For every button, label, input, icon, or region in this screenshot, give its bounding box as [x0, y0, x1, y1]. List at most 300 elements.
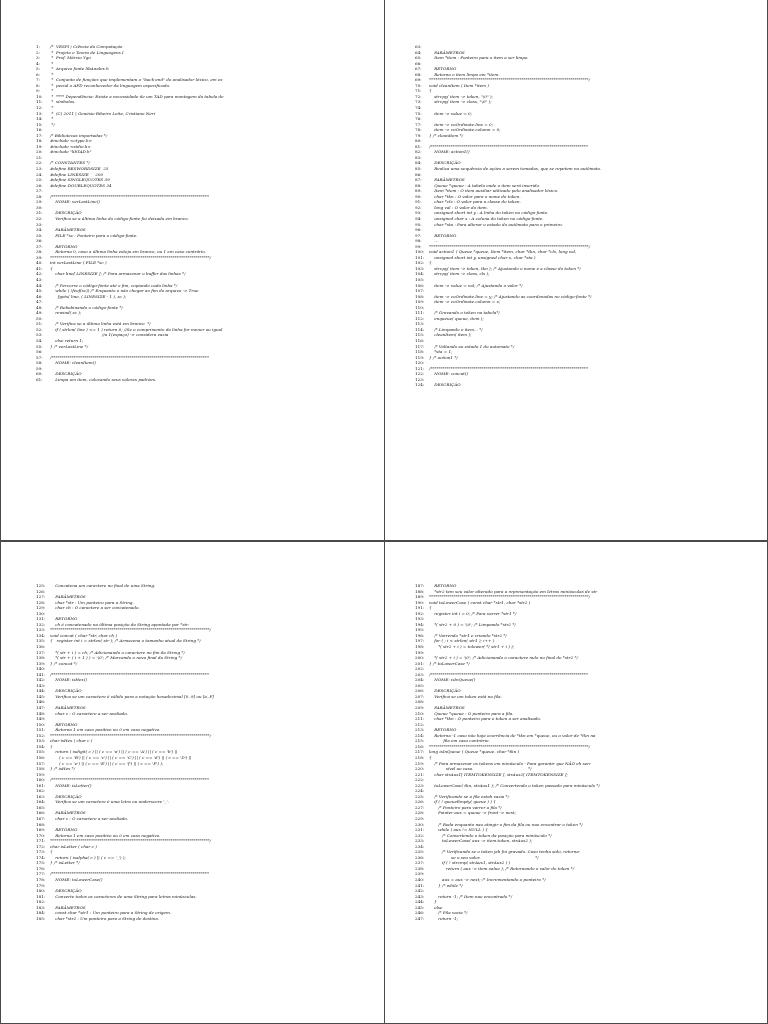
- line-text: item -> value = 0;: [429, 110, 473, 116]
- line-number: 65:: [415, 55, 422, 61]
- line-number: 189:: [415, 594, 425, 600]
- line-text: while ( aux != NULL ) {: [429, 827, 488, 833]
- line-text: enqueue( queue, item );: [429, 315, 484, 321]
- line-number: 9:: [36, 88, 40, 94]
- line-text: /* Voltando ao estado 1 do automato */: [429, 343, 515, 349]
- line-text: Retorna -1 caso não haja ocorrência de *tkn em *queue, ou o valor de *tkn na: [429, 732, 596, 738]
- line-text: ...: [429, 238, 439, 244]
- line-text: return -1;: [429, 915, 459, 921]
- line-text: register int i = 0; /* Para varrer *str1 */: [429, 610, 517, 616]
- line-number: 84:: [415, 160, 422, 166]
- line-number: 121:: [415, 365, 425, 371]
- line-text: ******************************************************************************/: [50, 254, 212, 260]
- line-number: 96:: [415, 227, 422, 233]
- line-number: 178:: [36, 876, 46, 882]
- page-4: [385, 541, 768, 1024]
- line-number: 161:: [36, 782, 46, 788]
- line-text: char c : O caractere a ser avaliado.: [50, 815, 129, 821]
- line-text: } /* cleanItem */: [429, 132, 464, 138]
- line-number: 25:: [36, 177, 43, 183]
- line-number: 63:: [415, 44, 422, 49]
- line-number: 211:: [415, 716, 425, 722]
- line-number: 207:: [415, 693, 425, 699]
- line-text: char line[ LINESIZE ]; /* Para armazenar o buffer das linhas */: [50, 271, 186, 277]
- line-text: /*****************************************************************************: [50, 193, 209, 199]
- line-number: 132:: [36, 621, 46, 627]
- line-text: void concat ( char *str, char ch ): [50, 632, 117, 638]
- line-text: *( str2 + 0 ) = '\0'; /* Limpando *str2 */: [429, 621, 516, 627]
- line-text: char *cls : O valor para a classe do token.: [429, 199, 521, 205]
- line-number: 151:: [36, 727, 46, 733]
- line-number: 224:: [415, 788, 425, 794]
- line-number: 39:: [36, 254, 43, 260]
- line-number: 115:: [415, 332, 425, 338]
- line-number: 41:: [36, 265, 43, 271]
- line-text: Retorna o item limpo em *item.: [429, 71, 500, 77]
- line-text: *: [50, 60, 54, 66]
- line-text: fila em caso contrário.: [429, 738, 490, 744]
- line-number: 167:: [36, 815, 46, 821]
- line-text: /* Percorre o código-fonte até o fim, copiando cada linha */: [50, 282, 178, 288]
- code-line: [415, 382, 761, 388]
- line-text: unsigned short int y, unsigned char x, char *sta ): [429, 254, 536, 260]
- line-number: 222:: [415, 777, 425, 783]
- line-number: 60:: [36, 371, 43, 377]
- line-number: 219:: [415, 760, 425, 766]
- line-number: 122:: [415, 371, 425, 377]
- line-text: * símbolos.: [50, 99, 76, 105]
- line-text: /* Fila vazia */: [429, 910, 468, 916]
- line-text: DESCRIÇÃO: [429, 382, 461, 388]
- line-number: 162:: [36, 788, 46, 794]
- line-text: *: [50, 105, 54, 111]
- line-number: 174:: [36, 854, 46, 860]
- line-text: RETORNO: [50, 243, 78, 249]
- line-text: #define SINGLEQUOTES 39: [50, 177, 110, 183]
- line-number: 27:: [36, 188, 43, 194]
- line-text: ( c == 'B') || ( c == 'c') || ( c == 'C') || ( c == 'd') || ( c == 'D') ||: [50, 754, 192, 760]
- line-text: toLowerCase( tkn, strAux1 ); /* Convertendo o token passado para minúsculo */: [429, 782, 600, 788]
- line-number: 98:: [415, 238, 422, 244]
- line-text: {: [50, 743, 53, 749]
- line-text: PARÂMETROS: [50, 904, 86, 910]
- line-text: char *tkn : O ponteiro para o token a ser analisado.: [429, 716, 542, 722]
- line-text: { register int i = strlen( str ); /* Armazena o tamanho atual da String */: [50, 638, 201, 644]
- line-number: 135:: [36, 638, 46, 644]
- line-number: 95:: [415, 221, 422, 227]
- line-number: 158:: [36, 766, 46, 772]
- line-number: 119:: [415, 354, 425, 360]
- line-number: 232:: [415, 832, 425, 838]
- line-text: strcpy( item -> class, cls );: [429, 271, 490, 277]
- line-number: 127:: [36, 594, 46, 600]
- line-text: DESCRIÇÃO: [50, 793, 82, 799]
- line-number: 123:: [415, 376, 425, 382]
- line-number: 199:: [415, 649, 425, 655]
- line-number: 86:: [415, 171, 422, 177]
- line-number: 112:: [415, 315, 425, 321]
- line-number: 184:: [36, 910, 46, 916]
- line-number: 205:: [415, 682, 425, 688]
- line-text: *( str2 + i ) = tolower( *( str1 + i ) );: [429, 644, 515, 650]
- line-number: 36:: [36, 238, 43, 244]
- line-number: 10:: [36, 93, 43, 99]
- line-text: DESCRIÇÃO: [50, 371, 82, 377]
- line-number: 54:: [36, 337, 43, 343]
- line-text: #include <stdio.h>: [50, 143, 91, 149]
- line-number: 23:: [36, 166, 43, 172]
- line-text: NOME: cleanItem(): [50, 360, 96, 366]
- line-text: DESCRIÇÃO: [50, 888, 82, 894]
- line-text: {: [429, 88, 432, 94]
- line-number: 42:: [36, 271, 43, 277]
- line-text: RETORNO: [50, 616, 78, 622]
- line-number: 155:: [36, 749, 46, 755]
- line-number: 137:: [36, 649, 46, 655]
- line-number: 143:: [36, 682, 46, 688]
- line-number: 179:: [36, 882, 46, 888]
- line-number: 231:: [415, 827, 425, 833]
- line-text: #include <ctype.h>: [50, 138, 93, 144]
- line-number: 105:: [415, 276, 425, 282]
- line-text: /* CONSTANTES */: [50, 160, 90, 166]
- line-number: 21:: [36, 154, 43, 160]
- line-number: 109:: [415, 299, 425, 305]
- line-number: 83:: [415, 154, 422, 160]
- line-text: *: [50, 88, 54, 94]
- line-text: Item *item : O item auxiliar utilizado pelo analisador léxico.: [429, 188, 559, 194]
- line-text: DESCRIÇÃO: [50, 210, 82, 216]
- line-number: 243:: [415, 893, 425, 899]
- line-text: *( str2 + i ) = '\0'; /* Adicionando o caractere nulo no final de *str2 */: [429, 655, 578, 661]
- line-text: PARÂMETROS: [429, 177, 465, 183]
- line-number: 92:: [415, 204, 422, 210]
- line-number: 113:: [415, 321, 425, 327]
- line-number: 38:: [36, 249, 43, 255]
- line-number: 12:: [36, 105, 43, 111]
- line-text: {: [429, 260, 432, 266]
- line-text: PARÂMETROS: [429, 49, 465, 55]
- line-text: Verifica se um caractere é uma letra ou underscore '_'.: [50, 799, 169, 805]
- line-number: 50:: [36, 315, 43, 321]
- line-number: 89:: [415, 188, 422, 194]
- line-number: 33:: [36, 221, 43, 227]
- line-number: 7:: [36, 77, 40, 83]
- line-text: /*****************************************************************************: [429, 143, 588, 149]
- line-text: PARÂMETROS: [50, 810, 86, 816]
- line-number: 190:: [415, 599, 425, 605]
- line-number: 194:: [415, 621, 425, 627]
- line-text: return ( isdigit( c ) || ( c == 'a') || ( c == 'A') || ( c == 'b') ||: [50, 749, 178, 755]
- line-number: 159:: [36, 771, 46, 777]
- line-number: 236:: [415, 854, 425, 860]
- line-number: 201:: [415, 660, 425, 666]
- line-text: char isLetter ( char c ): [50, 843, 97, 849]
- line-number: 238:: [415, 865, 425, 871]
- line-number: 185:: [36, 915, 46, 921]
- line-text: /*****************************************************************************: [50, 871, 209, 877]
- line-number: 91:: [415, 199, 422, 205]
- line-text: aux = aux -> next; /* Incrementando o ponteiro */: [429, 876, 546, 882]
- line-text: /* Convertendo o token da posição para minúsculo */: [429, 832, 552, 838]
- line-number: 156:: [36, 754, 46, 760]
- line-text: NOME: verLastLine(): [50, 199, 100, 205]
- line-text: Retorna 1 em caso positivo ou 0 em caso negativo.: [50, 832, 161, 838]
- line-number: 47:: [36, 299, 43, 305]
- line-number: 175:: [36, 860, 46, 866]
- line-text: //a 1(espaço) -> considera vazia: [50, 332, 169, 338]
- line-number: 37:: [36, 243, 43, 249]
- line-number: 221:: [415, 771, 425, 777]
- line-number: 242:: [415, 888, 425, 894]
- line-text: /*****************************************************************************: [50, 354, 209, 360]
- line-number: 230:: [415, 821, 425, 827]
- line-text: while ( !feof(sc)) /* Enquanto o não chegar ao fim do arquivo -> True: [50, 288, 199, 294]
- line-text: /* Para armazenar os tokens em minúsculo - Para garantir que NÃO eh sen-: [429, 760, 592, 766]
- line-number: 71:: [415, 88, 422, 94]
- line-number: 94:: [415, 215, 422, 221]
- line-number: 6:: [36, 71, 40, 77]
- line-number: 183:: [36, 904, 46, 910]
- line-number: 140:: [36, 666, 46, 672]
- line-number: 181:: [36, 893, 46, 899]
- line-text: } /* verLastLine */: [50, 343, 89, 349]
- line-text: char isHex ( char c ): [50, 738, 93, 744]
- line-text: item -> coOrdinate.line = 0;: [429, 121, 494, 127]
- line-text: RETORNO: [429, 232, 457, 238]
- line-number: 30:: [36, 204, 43, 210]
- line-text: Limpa um item, colocando seus valores padrões.: [50, 376, 157, 382]
- line-number: 172:: [36, 843, 46, 849]
- line-text: } /* action1 */: [429, 354, 458, 360]
- line-number: 177:: [36, 871, 46, 877]
- line-text: * Projeto e Teoria de Linguagens I: [50, 49, 124, 55]
- line-number: 29:: [36, 199, 43, 205]
- code-listing: [36, 44, 378, 382]
- line-number: 35:: [36, 232, 43, 238]
- line-number: 139:: [36, 660, 46, 666]
- line-text: int verLastLine ( FILE *sc ): [50, 260, 107, 266]
- line-text: DESCRIÇÃO: [429, 160, 461, 166]
- line-text: Realiza uma sequência de ações a serem tomadas, que se repetem no autômato.: [429, 166, 602, 172]
- line-number: 180:: [36, 888, 46, 894]
- line-number: 247:: [415, 915, 425, 921]
- line-number: 56:: [36, 349, 43, 355]
- line-number: 2:: [36, 49, 40, 55]
- line-text: /* Roda enquanto nao atingir o fim da fila ou nao encontrar o token */: [429, 821, 583, 827]
- line-text: Converte todos os caracteres de uma String para letras minúsculas.: [50, 893, 197, 899]
- line-text: strcpy( item -> token, "\0" );: [429, 93, 493, 99]
- line-number: 49:: [36, 310, 43, 316]
- line-number: 210:: [415, 710, 425, 716]
- line-text: ******************************************************************************/: [50, 838, 212, 844]
- line-text: ******************************************************************************/: [429, 243, 591, 249]
- line-number: 206:: [415, 688, 425, 694]
- line-number: 138:: [36, 655, 46, 661]
- line-text: long val : O valor do item.: [429, 204, 488, 210]
- line-number: 153:: [36, 738, 46, 744]
- line-number: 144:: [36, 688, 46, 694]
- line-number: 69:: [415, 77, 422, 83]
- line-number: 212:: [415, 721, 425, 727]
- line-number: 117:: [415, 343, 425, 349]
- line-text: PARÂMETROS: [50, 594, 86, 600]
- line-number: 197:: [415, 638, 425, 644]
- line-text: RETORNO: [429, 727, 457, 733]
- line-text: * pecial o AFD reconhecedor da linguagem especificada.: [50, 82, 171, 88]
- line-text: /* Verificando se a fila estah vazia */: [429, 793, 509, 799]
- line-number: 202:: [415, 666, 425, 672]
- line-text: /*****************************************************************************: [429, 365, 588, 371]
- line-number: 233:: [415, 838, 425, 844]
- line-text: void action1 ( Queue *queue, Item *item, char *tkn, char *cls, long val,: [429, 249, 577, 255]
- line-number: 72:: [415, 93, 422, 99]
- line-number: 191:: [415, 605, 425, 611]
- line-text: Queue *queue : O ponteiro para a fila.: [429, 710, 514, 716]
- line-number: 106:: [415, 282, 425, 288]
- line-number: 87:: [415, 177, 422, 183]
- line-text: rewind( sc );: [50, 310, 82, 316]
- page-2: [385, 0, 768, 541]
- line-text: /* Varrendo *str1 e criando *str2 */: [429, 632, 507, 638]
- line-text: NOME: isLetter(): [50, 782, 92, 788]
- line-number: 169:: [36, 827, 46, 833]
- line-number: 43:: [36, 276, 43, 282]
- line-text: *str2 tem seu valor alterado para a representação em letras minúsculas de str: [429, 588, 598, 594]
- line-number: 246:: [415, 910, 425, 916]
- line-text: /*****************************************************************************: [50, 777, 209, 783]
- line-text: Concatena um caractere no final de uma String.: [50, 583, 156, 588]
- line-number: 97:: [415, 232, 422, 238]
- line-text: } /* isLetter */: [50, 860, 80, 866]
- line-number: 245:: [415, 904, 425, 910]
- line-number: 85:: [415, 166, 422, 172]
- line-number: 64:: [415, 49, 422, 55]
- line-number: 214:: [415, 732, 425, 738]
- line-number: 32:: [36, 215, 43, 221]
- line-text: if ( strlen( line ) <= 1 ) return 0; //Se o comprimento da linha for menor ou igual: [50, 326, 223, 332]
- line-number: 74:: [415, 105, 422, 111]
- line-number: 67:: [415, 66, 422, 72]
- line-number: 225:: [415, 793, 425, 799]
- line-text: char *sta : Para alterar o estado do autômato para o primeiro.: [429, 221, 563, 227]
- line-number: 163:: [36, 793, 46, 799]
- line-text: {: [50, 265, 53, 271]
- line-number: 70:: [415, 82, 422, 88]
- line-text: void cleanItem ( Item *item ): [429, 82, 489, 88]
- line-number: 182:: [36, 899, 46, 905]
- line-text: Verifica se um caractere é válido para a notação hexadecimal [0..9] ou [a..F]: [50, 693, 214, 699]
- line-number: 19:: [36, 143, 43, 149]
- line-number: 118:: [415, 349, 425, 355]
- line-text: if ( ! queueEmpty( queue ) ) {: [429, 799, 496, 805]
- line-number: 171:: [36, 838, 46, 844]
- line-number: 166:: [36, 810, 46, 816]
- line-number: 192:: [415, 610, 425, 616]
- line-text: /* Rebobinando o código-fonte */: [50, 304, 123, 310]
- line-text: DESCRIÇÃO: [429, 688, 461, 694]
- line-number: 120:: [415, 360, 425, 366]
- line-number: 75:: [415, 110, 422, 116]
- line-text: unsigned short int y : A linha do token no código-fonte.: [429, 210, 549, 216]
- line-number: 145:: [36, 693, 46, 699]
- line-number: 131:: [36, 616, 46, 622]
- line-text: if ( ! strcmp( strAux1, strAux2 ) ): [429, 860, 511, 866]
- line-text: /*****************************************************************************: [429, 671, 588, 677]
- line-text: char *tkn : O valor para o nome do token.: [429, 193, 521, 199]
- line-text: Verifica se a última linha do código-fonte foi deixada em branco.: [50, 215, 189, 221]
- line-text: ******************************************************************************/: [429, 594, 591, 600]
- line-number: 130:: [36, 610, 46, 616]
- code-listing: [415, 583, 761, 921]
- line-number: 165:: [36, 804, 46, 810]
- line-text: /* VESPI / Ciência da Computação: [50, 44, 123, 49]
- line-text: RETORNO: [429, 583, 457, 588]
- line-text: /* Bibliotecas importadas */: [50, 132, 108, 138]
- line-number: 79:: [415, 132, 422, 138]
- line-number: 240:: [415, 876, 425, 882]
- line-number: 226:: [415, 799, 425, 805]
- code-line: [36, 916, 378, 922]
- line-number: 80:: [415, 138, 422, 144]
- line-number: 176:: [36, 865, 46, 871]
- line-number: 11:: [36, 99, 43, 105]
- line-number: 244:: [415, 899, 425, 905]
- line-text: /* Limpando o item... */: [429, 326, 483, 332]
- line-number: 45:: [36, 288, 43, 294]
- line-number: 126:: [36, 588, 46, 594]
- line-number: 215:: [415, 738, 425, 744]
- line-number: 40:: [36, 260, 43, 266]
- line-number: 124:: [415, 382, 425, 388]
- code-listing: [36, 583, 378, 921]
- line-text: /* Verificando se o token jah foi gravado. Caso tenha sido, retorna-: [429, 849, 581, 855]
- line-text: /*****************************************************************************: [50, 671, 209, 677]
- line-text: char c : O caractere a ser avaliado.: [50, 710, 129, 716]
- line-number: 16:: [36, 127, 43, 133]
- line-text: /* Gravando o token na tabela*/: [429, 310, 500, 316]
- line-text: ******************************************************************************/: [429, 743, 591, 749]
- line-number: 58:: [36, 360, 43, 366]
- line-text: toLowerCase( aux -> item.token, strAux2 );: [429, 838, 533, 844]
- line-text: RETORNO: [429, 66, 457, 72]
- line-number: 82:: [415, 149, 422, 155]
- line-number: 22:: [36, 160, 43, 166]
- line-text: PARÂMETROS: [429, 705, 465, 711]
- line-number: 187:: [415, 583, 425, 588]
- line-number: 101:: [415, 254, 425, 260]
- line-number: 173:: [36, 849, 46, 855]
- line-text: #include "libTAD.h": [50, 149, 92, 155]
- line-number: 34:: [36, 227, 43, 233]
- line-text: for ( ; i < strlen( str1 ); i++ ): [429, 638, 495, 644]
- line-text: NOME: concat(): [429, 371, 468, 377]
- line-number: 170:: [36, 832, 46, 838]
- page-1: [0, 0, 385, 541]
- line-text: se o seu valor. */: [429, 854, 539, 860]
- line-text: PARÂMETROS: [50, 227, 86, 233]
- line-number: 110:: [415, 304, 425, 310]
- line-number: 15:: [36, 121, 43, 127]
- line-number: 3:: [36, 55, 40, 61]
- line-number: 46:: [36, 293, 43, 299]
- line-number: 148:: [36, 710, 46, 716]
- page-3: [0, 541, 385, 1024]
- line-number: 31:: [36, 210, 43, 216]
- line-text: char *str : Um ponteiro para a String.: [50, 599, 134, 605]
- line-number: 209:: [415, 705, 425, 711]
- line-number: 61:: [36, 376, 43, 382]
